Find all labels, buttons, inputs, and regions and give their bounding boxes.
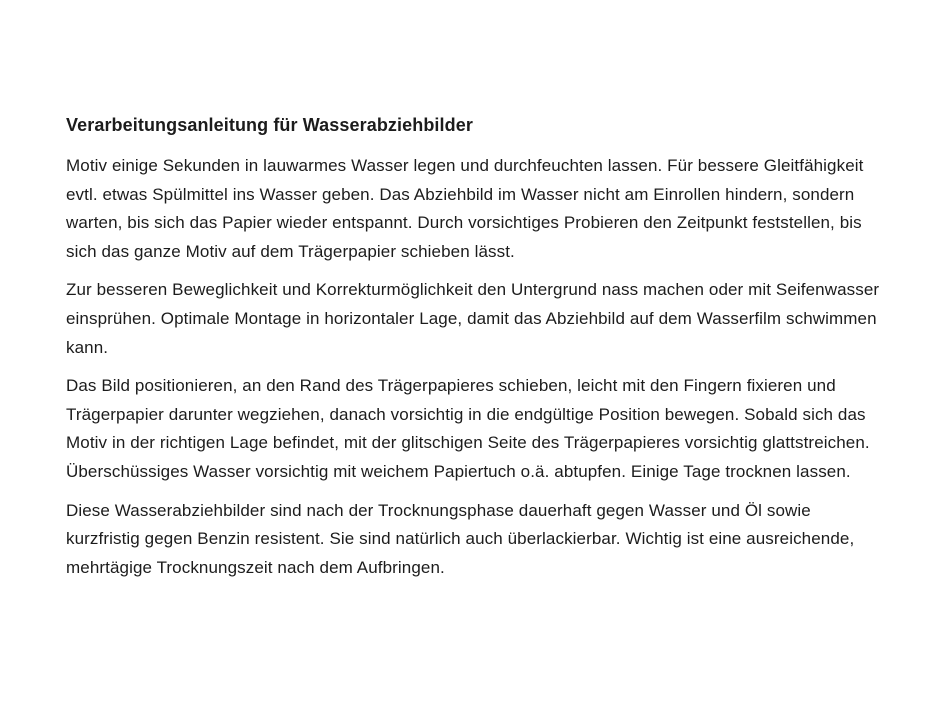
paragraph-surface-preparation: Zur besseren Beweglichkeit und Korrekturmöglichkeit den Untergrund nass machen oder mit Seifenwasser einsprühen. Optimale Montage in horizontaler Lage, damit das Abziehbild auf dem Wasserfilm schwimmen kann. xyxy=(66,280,880,357)
document-content xyxy=(66,113,884,592)
paragraph-positioning-instructions: Das Bild positionieren, an den Rand des Trägerpapieres schieben, leicht mit den Fingern fixieren und Trägerpapier darunter wegziehen, danach vorsichtig in die endgültige Position bewegen. Sobald sich das Motiv in der richtigen Lage befindet, mit der glitschigen Seite des Trägerpapieres vorsichtig glattstreichen. Überschüssiges Wasser vorsichtig mit weichem Papiertuch o.ä. abtupfen. Einige Tage trocknen lassen. xyxy=(66,376,870,481)
paragraph-drying-resistance-notes: Diese Wasserabziehbilder sind nach der Trocknungsphase dauerhaft gegen Wasser und Öl sowie kurzfristig gegen Benzin resistent. Sie sind natürlich auch überlackierbar. Wichtig ist eine ausreichende, mehrtägige Trocknungszeit nach dem Aufbringen. xyxy=(66,500,855,577)
paragraph-soaking-instructions: Motiv einige Sekunden in lauwarmes Wasser legen und durchfeuchten lassen. Für bessere Gleitfähigkeit evtl. etwas Spülmittel ins Wasser geben. Das Abziehbild im Wasser nicht am Einrollen hindern, sondern warten, bis sich das Papier wieder entspannt. Durch vorsichtiges Probieren den Zeitpunkt feststellen, bis sich das ganze Motiv auf dem Trägerpapier schieben lässt. xyxy=(66,156,864,261)
document-title: Verarbeitungsanleitung für Wasserabziehbilder xyxy=(66,115,473,135)
